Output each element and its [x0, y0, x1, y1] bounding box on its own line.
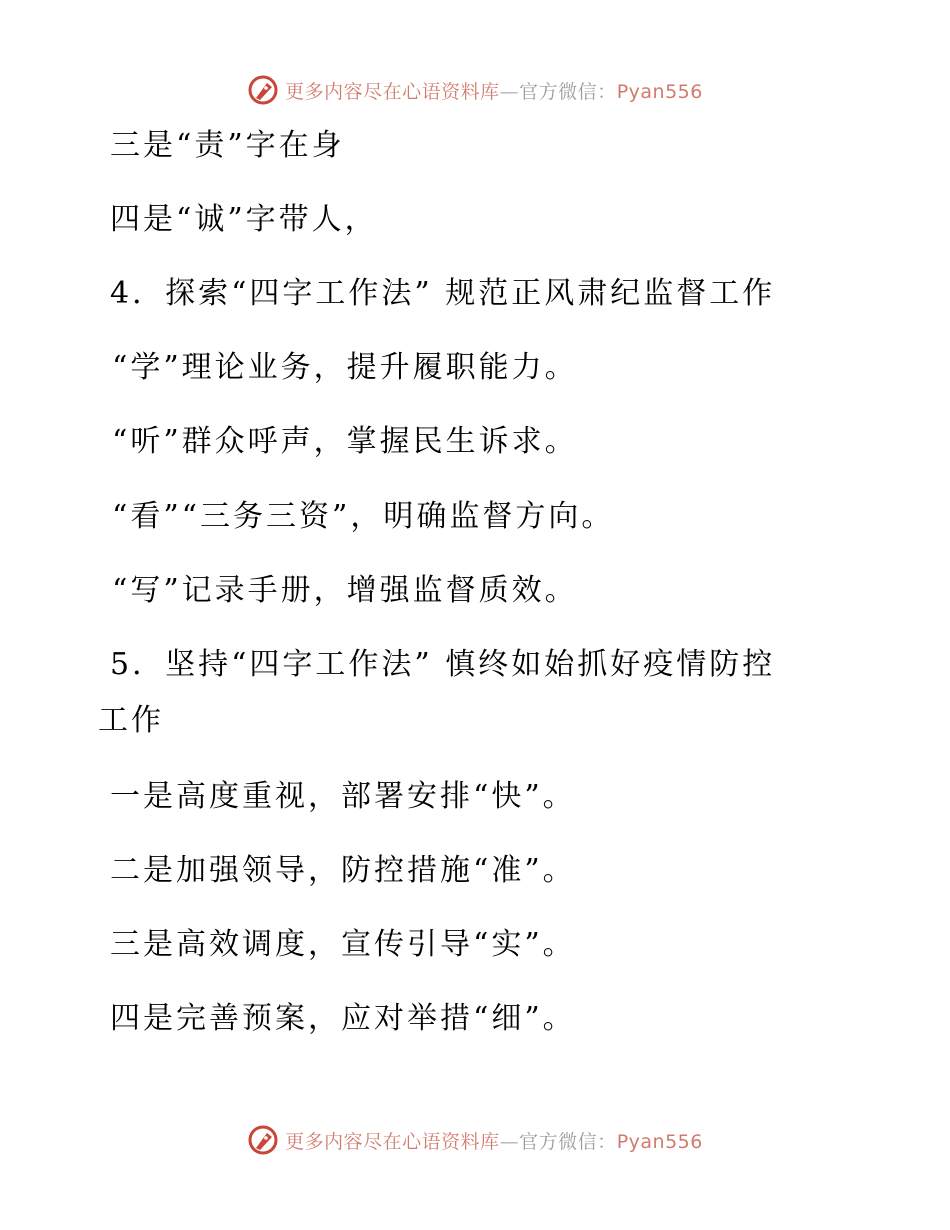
text-line: 5．坚持“四字工作法” 慎终如始抓好疫情防控: [110, 647, 776, 682]
pen-nib-circle-icon: [247, 74, 279, 106]
text-line: 三是“责”字在身: [110, 128, 345, 163]
text-line: 四是“诚”字带人，: [110, 202, 378, 237]
text-line: “写”记录手册，增强监督质效。: [112, 573, 578, 608]
text-line: “学”理论业务，提升履职能力。: [112, 350, 578, 385]
pen-nib-circle-icon: [247, 1124, 279, 1156]
text-line: “看”“三务三资”，明确监督方向。: [112, 499, 615, 534]
text-line: 二是加强领导，防控措施“准”。: [110, 853, 576, 888]
text-line: 4．探索“四字工作法” 规范正风肃纪监督工作: [110, 276, 776, 311]
watermark-text: 更多内容尽在心语资料库—官方微信：Pyan556: [285, 80, 703, 103]
footer-watermark: [0, 1120, 950, 1160]
text-line: 三是高效调度，宣传引导“实”。: [110, 927, 576, 962]
text-line: 工作: [98, 703, 164, 738]
text-line: “听”群众呼声，掌握民生诉求。: [112, 424, 578, 459]
header-watermark: [0, 70, 950, 110]
text-line: 四是完善预案，应对举措“细”。: [110, 1001, 576, 1036]
text-line: 一是高度重视，部署安排“快”。: [110, 779, 576, 814]
watermark-text: 更多内容尽在心语资料库—官方微信：Pyan556: [285, 1130, 703, 1153]
